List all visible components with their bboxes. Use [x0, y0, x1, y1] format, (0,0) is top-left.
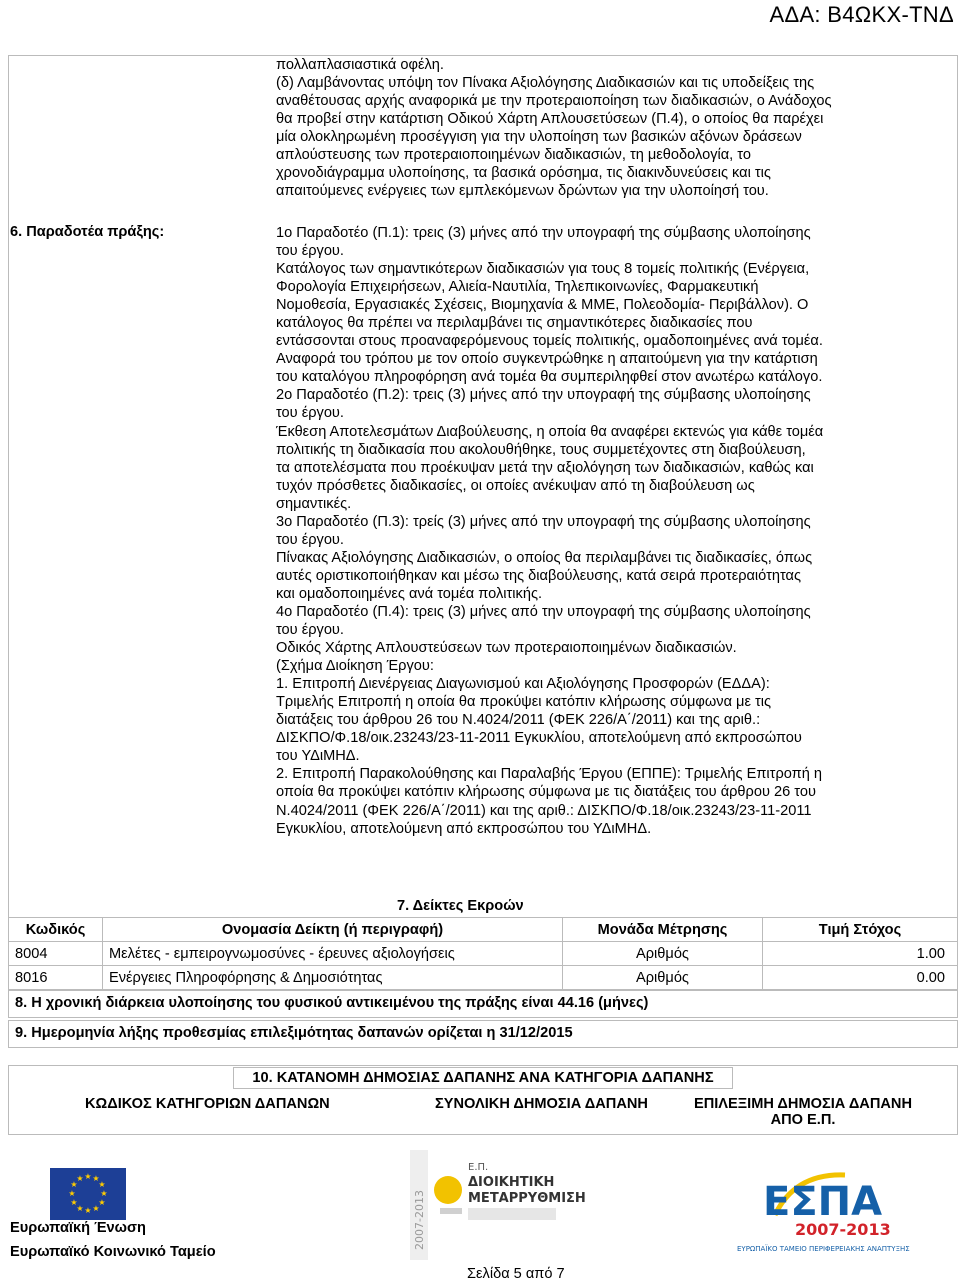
deliverable-line: και ομαδοποιημένες ανά τομέα πολιτικής. [276, 585, 543, 602]
indicator-target: 0.00 [763, 966, 958, 990]
table-row [9, 966, 958, 990]
deliverable-line: 1ο Παραδοτέο (Π.1): τρεις (3) μήνες από την υπογραφή της σύμβασης υλοποίησης [276, 225, 811, 241]
deliverable-line: Εγκυκλίου, αποτελούμενη από εκπροσώπου του ΥΔιΜΗΔ. [276, 820, 652, 837]
text-line: αναθέτουσας αρχής αναφορικά με την προτεραιοποίηση των διαδικασιών, ο Ανάδοχος [276, 93, 832, 110]
deliverable-line: Φορολογία Επιχειρήσεων, Αλιεία-Ναυτιλία, Τηλεπικοινωνίες, Φαρμακευτική [276, 279, 759, 296]
deliverable-line: 2ο Παραδοτέο (Π.2): τρεις (3) μήνες από την υπογραφή της σύμβασης υλοποίησης [276, 387, 811, 404]
deliverable-line: σημαντικές. [276, 495, 352, 512]
deliverable-line: Ν.4024/2011 (ΦΕΚ 226/Α΄/2011) και της αριθ.: ΔΙΣΚΠΟ/Φ.18/οικ.23243/23-11-2011 [276, 802, 812, 819]
espa-logo [735, 1163, 915, 1255]
indicator-code: 8016 [9, 966, 103, 990]
deliverable-line: Τριμελής Επιτροπή η οποία θα προκύψει κατόπιν κλήρωσης σύμφωνα με τις [276, 694, 772, 711]
deliverable-line: κατάλογος θα πρέπει να περιλαμβάνει τις σημαντικότερες διαδικασίες που [276, 315, 753, 332]
section-10-title: 10. ΚΑΤΑΝΟΜΗ ΔΗΜΟΣΙΑΣ ΔΑΠΑΝΗΣ ΑΝΑ ΚΑΤΗΓΟΡΙΑ ΔΑΠΑΝΗΣ [233, 1067, 733, 1089]
deliverable-line: εντάσσονται στους προαναφερόμενους τομείς πολιτικής, ομαδοποιημένες ανά τομέα. [276, 333, 823, 350]
deliverable-line: Νομοθεσία, Εργασιακές Σχέσεις, Βιομηχανία & ΜΜΕ, Πολεοδομία- Περιβάλλον). Ο [276, 297, 809, 314]
eu-label: Ευρωπαϊκή Ένωση [10, 1220, 146, 1236]
svg-text:★: ★ [84, 1172, 92, 1181]
ada-code: ΑΔΑ: Β4ΩΚΧ-ΤΝΔ [769, 2, 954, 27]
deliverable-line: 4ο Παραδοτέο (Π.4): τρεις (3) μήνες από την υπογραφή της σύμβασης υλοποίησης [276, 603, 811, 620]
deliverable-line: του έργου. [276, 531, 344, 548]
espa-slogan: ΕΥΡΩΠΑΪΚΟ ΤΑΜΕΙΟ ΠΕΡΙΦΕΡΕΙΑΚΗΣ ΑΝΑΠΤΥΞΗΣ [737, 1245, 910, 1253]
text-line: (δ) Λαμβάνοντας υπόψη τον Πίνακα Αξιολόγησης Διαδικασιών και τις υποδείξεις της [276, 75, 815, 92]
svg-text:★: ★ [70, 1198, 78, 1207]
espa-years: 2007-2013 [795, 1220, 891, 1239]
deliverable-line: του έργου. [276, 243, 344, 260]
section-8-duration [8, 990, 958, 1018]
deliverable-line: τα αποτελέσματα που προέκυψαν μετά την αξιολόγηση των διαδικασιών, καθώς και [276, 459, 814, 476]
deliverable-line: οποία θα προκύψει κατόπιν κλήρωσης σύμφωνα με τις διατάξεις του άρθρου 26 του [276, 784, 816, 801]
ep-admin-reform-logo [410, 1150, 586, 1260]
deliverable-line: Αναφορά του τρόπου με τον οποίο συγκεντρώθηκε η απαιτούμενη για την κατάρτιση [276, 351, 818, 368]
text-line: απλούστευσης των προτεραιοποιημένων διαδικασιών, τη μεθοδολογία, το [276, 147, 751, 164]
deliverable-line: πολιτικής τη διαδικασία που ακολουθήθηκε, τους συμμετέχοντες στη διαβούλευση, [276, 441, 806, 458]
indicator-target: 1.00 [763, 942, 958, 966]
text-block-top [276, 56, 916, 200]
deliverable-line: ΔΙΣΚΠΟ/Φ.18/οικ.23243/23-11-2011 Εγκυκλίου, αποτελούμενη από εκπροσώπου [276, 730, 802, 747]
indicator-unit: Αριθμός [563, 942, 763, 966]
section-9-deadline [8, 1020, 958, 1048]
deliverable-line: του έργου. [276, 405, 344, 422]
deliverable-line: Κατάλογος των σημαντικότερων διαδικασιών για τους 8 τομείς πολιτικής (Ενέργεια, [276, 261, 810, 278]
deliverable-line: (Σχήμα Διοίκηση Έργου: [276, 658, 434, 675]
deliverable-line: 2. Επιτροπή Παρακολούθησης και Παραλαβής Έργου (ΕΠΠΕ): Τριμελής Επιτροπή η [276, 766, 823, 783]
section-6-label: 6. Παραδοτέα πράξης: [10, 224, 165, 240]
col-eligible-line2: ΑΠΟ Ε.Π. [770, 1112, 836, 1128]
indicator-unit: Αριθμός [563, 966, 763, 990]
text-line: χρονοδιάγραμμα υλοποίησης, τα βασικά ορόσημα, τις διακινδυνεύσεις και τις [276, 165, 771, 182]
indicator-name: Ενέργειες Πληροφόρησης & Δημοσιότητας [103, 966, 563, 990]
table-header-row [9, 918, 958, 942]
col-total-public: ΣΥΝΟΛΙΚΗ ΔΗΜΟΣΙΑ ΔΑΠΑΝΗ [435, 1096, 648, 1112]
svg-text:★: ★ [92, 1174, 100, 1183]
col-unit-header: Μονάδα Μέτρησης [563, 918, 763, 942]
deliverables-text [276, 224, 916, 838]
deliverable-line: Οδικός Χάρτης Απλουστεύσεων των προτεραιοποιημένων διαδικασιών. [276, 640, 737, 657]
section-9-text: 9. Ημερομηνία λήξης προθεσμίας επιλεξιμότητας δαπανών ορίζεται η 31/12/2015 [15, 1025, 573, 1041]
col-eligible-public [683, 1096, 923, 1128]
svg-text:★: ★ [76, 1174, 84, 1183]
svg-text:★: ★ [68, 1189, 76, 1198]
indicator-code: 8004 [9, 942, 103, 966]
text-line: θα προβεί στην κατάρτιση Οδικού Χάρτη Απλουσετύσεων (Π.4), ο οποίος θα παρέχει [276, 111, 824, 128]
deliverable-line: τυχόν πρόσθετες διαδικασίες, οι οποίες ανέκυψαν από τη διαβούλευση ως [276, 477, 755, 494]
svg-text:★: ★ [76, 1204, 84, 1213]
deliverable-line: του ΥΔιΜΗΔ. [276, 748, 360, 765]
ep-label: Ε.Π. [468, 1162, 489, 1173]
svg-text:★: ★ [98, 1180, 106, 1189]
table-row [9, 942, 958, 966]
deliverable-line: του καταλόγου πληροφόρηση ανά τομέα θα συμπεριληφθεί στον ανωτέρω κατάλογο. [276, 369, 823, 386]
espa-name: ΕΣΠΑ [763, 1179, 883, 1225]
svg-text:★: ★ [100, 1189, 108, 1198]
section-7-title: 7. Δείκτες Εκροών [397, 898, 524, 914]
text-line: απαιτούμενες ενέργειες των εμπλεκόμενων δρώντων για την υλοποίησή του. [276, 183, 769, 200]
page-number: Σελίδα 5 από 7 [467, 1266, 565, 1282]
ep-title-2: ΜΕΤΑΡΡΥΘΜΙΣΗ [468, 1191, 586, 1206]
deliverable-line: διατάξεις του άρθρου 26 του Ν.4024/2011 (ΦΕΚ 226/Α΄/2011) και της αριθ.: [276, 712, 761, 729]
section-8-text: 8. Η χρονική διάρκεια υλοποίησης του φυσικού αντικειμένου της πράξης είναι 44.16 (μήνες) [15, 995, 649, 1011]
deliverable-line: αυτές οριστικοποιήθηκαν και μέσω της διαβούλευσης, κατά σειρά προτεραιότητας [276, 567, 801, 584]
col-category-code: ΚΩΔΙΚΟΣ ΚΑΤΗΓΟΡΙΩΝ ΔΑΠΑΝΩΝ [85, 1096, 330, 1112]
svg-text:★: ★ [84, 1206, 92, 1215]
text-line: μία ολοκληρωμένη προσέγγιση για την υλοποίηση των βασικών αξόνων δράσεων [276, 129, 802, 146]
indicators-table [8, 917, 958, 990]
svg-text:★: ★ [98, 1198, 106, 1207]
col-code-header: Κωδικός [9, 918, 103, 942]
indicator-name: Μελέτες - εμπειρογνωμοσύνες - έρευνες αξιολογήσεις [103, 942, 563, 966]
ep-years-label: 2007-2013 [413, 1190, 426, 1250]
svg-text:★: ★ [92, 1204, 100, 1213]
deliverable-line: Έκθεση Αποτελεσμάτων Διαβούλευσης, η οποία θα αναφέρει εκτενώς για κάθε τομέα [276, 423, 824, 440]
deliverable-line: Πίνακας Αξιολόγησης Διαδικασιών, ο οποίος θα περιλαμβάνει τις διαδικασίες, όπως [276, 549, 813, 566]
deliverable-line: 1. Επιτροπή Διενέργειας Διαγωνισμού και Αξιολόγησης Προσφορών (ΕΔΔΑ): [276, 676, 770, 693]
deliverable-line: 3ο Παραδοτέο (Π.3): τρείς (3) μήνες από την υπογραφή της σύμβασης υλοποίησης [276, 513, 811, 530]
col-target-header: Τιμή Στόχος [763, 918, 958, 942]
col-eligible-line1: ΕΠΙΛΕΞΙΜΗ ΔΗΜΟΣΙΑ ΔΑΠΑΝΗ [693, 1096, 913, 1112]
esf-label: Ευρωπαϊκό Κοινωνικό Ταμείο [10, 1244, 216, 1260]
ep-title-1: ΔΙΟΙΚΗΤΙΚΗ [468, 1175, 555, 1190]
eu-flag-icon [50, 1168, 126, 1220]
svg-text:★: ★ [70, 1180, 78, 1189]
deliverable-line: του έργου. [276, 622, 344, 639]
col-name-header: Ονομασία Δείκτη (ή περιγραφή) [103, 918, 563, 942]
text-line: πολλαπλασιαστικά οφέλη. [276, 57, 444, 73]
section-10-allocation [8, 1065, 958, 1135]
